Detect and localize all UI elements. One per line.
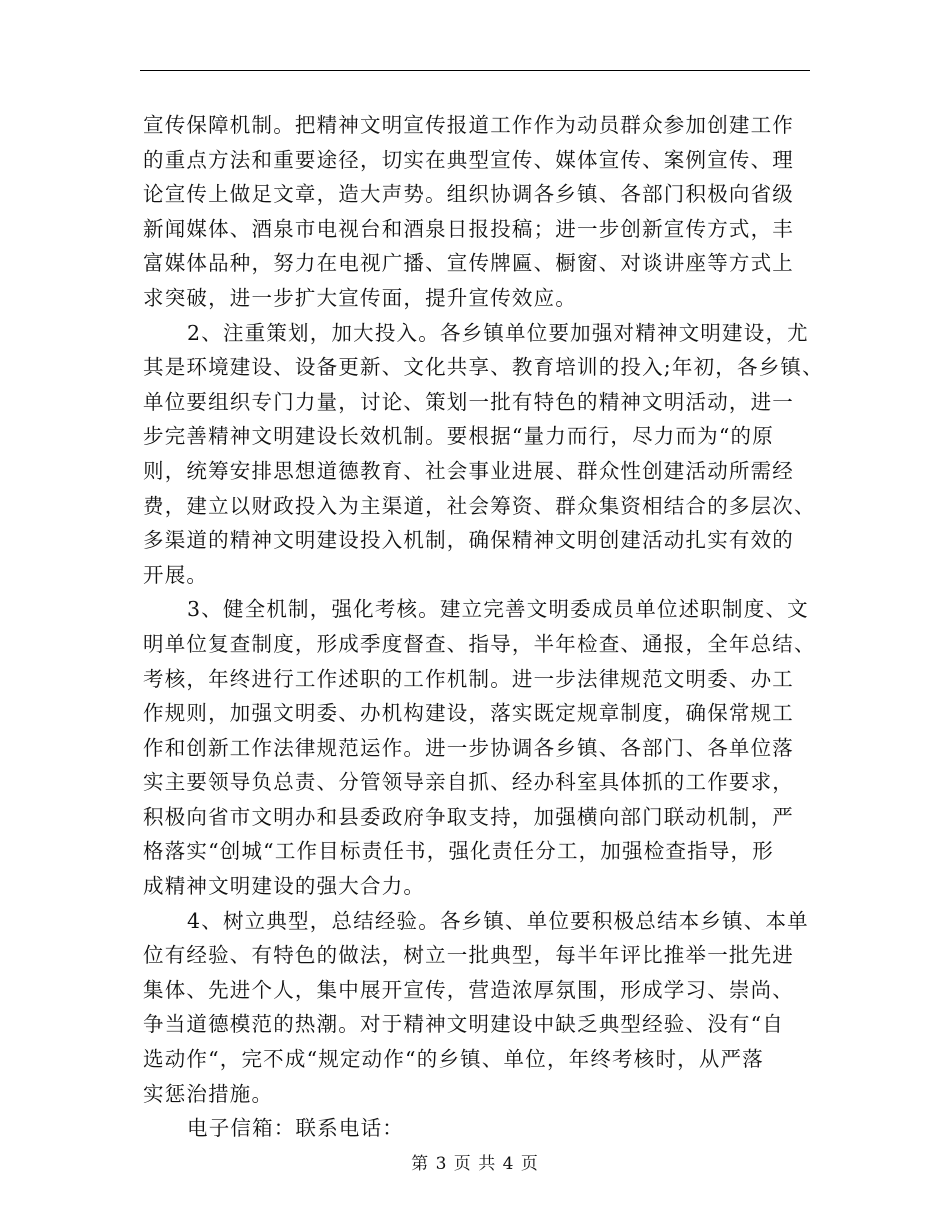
text-line: 求突破，进一步扩大宣传面，提升宣传效应。 — [143, 285, 577, 310]
text-line: 位有经验、有特色的做法，树立一批典型，每半年评比推举一批先进 — [143, 943, 794, 968]
document-body — [143, 108, 833, 1146]
text-line: 多渠道的精神文明建设投入机制，确保精神文明创建活动扎实有效的 — [143, 528, 794, 553]
header-rule — [140, 70, 810, 71]
text-line: 单位要组织专门力量，讨论、策划一批有特色的精神文明活动，进一 — [143, 389, 794, 414]
text-line: 选动作“，完不成“规定动作“的乡镇、单位，年终考核时，从严落 — [143, 1047, 764, 1072]
text-line: 宣传保障机制。把精神文明宣传报道工作作为动员群众参加创建工作 — [143, 113, 794, 137]
text-line: 电子信箱：联系电话： — [187, 1116, 404, 1141]
text-line: 的重点方法和重要途径，切实在典型宣传、媒体宣传、案例宣传、理 — [143, 147, 794, 172]
text-line: 实主要领导负总责、分管领导亲自抓、经办科室具体抓的工作要求， — [143, 770, 794, 795]
text-line: 新闻媒体、酒泉市电视台和酒泉日报投稿；进一步创新宣传方式，丰 — [143, 216, 794, 241]
text-line: 则，统筹安排思想道德教育、社会事业进展、群众性创建活动所需经 — [143, 458, 794, 483]
text-line: 积极向省市文明办和县委政府争取支持，加强横向部门联动机制，严 — [143, 804, 794, 829]
text-line: 2、注重策划，加大投入。各乡镇单位要加强对精神文明建设，尤 — [187, 320, 809, 345]
text-line: 明单位复查制度，形成季度督查、指导，半年检查、通报，全年总结、 — [143, 631, 816, 656]
page-footer: 第 3 页 共 4 页 — [411, 1154, 539, 1174]
text-line: 富媒体品种，努力在电视广播、宣传牌匾、橱窗、对谈讲座等方式上 — [143, 251, 794, 276]
text-line: 实惩治措施。 — [143, 1081, 274, 1106]
text-line: 4、树立典型，总结经验。各乡镇、单位要积极总结本乡镇、本单 — [187, 908, 809, 933]
text-line: 步完善精神文明建设长效机制。要根据“量力而行，尽力而为“的原 — [143, 424, 774, 449]
text-line: 作规则，加强文明委、办机构建设，落实既定规章制度，确保常规工 — [143, 701, 794, 726]
text-line: 其是环境建设、设备更新、文化共享、教育培训的投入;年初，各乡镇、 — [143, 355, 824, 380]
text-line: 格落实“创城“工作目标责任书，强化责任分工，加强检查指导，形 — [143, 839, 774, 864]
text-line: 成精神文明建设的强大合力。 — [143, 874, 426, 899]
text-line: 论宣传上做足文章，造大声势。组织协调各乡镇、各部门积极向省级 — [143, 182, 794, 207]
text-line: 3、健全机制，强化考核。建立完善文明委成员单位述职制度、文 — [187, 597, 809, 622]
text-line: 作和创新工作法律规范运作。进一步协调各乡镇、各部门、各单位落 — [143, 735, 794, 760]
text-line: 开展。 — [143, 562, 209, 587]
text-line: 争当道德模范的热潮。对于精神文明建设中缺乏典型经验、没有“自 — [143, 1012, 784, 1037]
text-line: 集体、先进个人，集中展开宣传，营造浓厚氛围，形成学习、崇尚、 — [143, 977, 794, 1002]
text-line: 费，建立以财政投入为主渠道，社会筹资、群众集资相结合的多层次、 — [143, 493, 816, 518]
text-line: 考核，年终进行工作述职的工作机制。进一步法律规范文明委、办工 — [143, 666, 794, 691]
